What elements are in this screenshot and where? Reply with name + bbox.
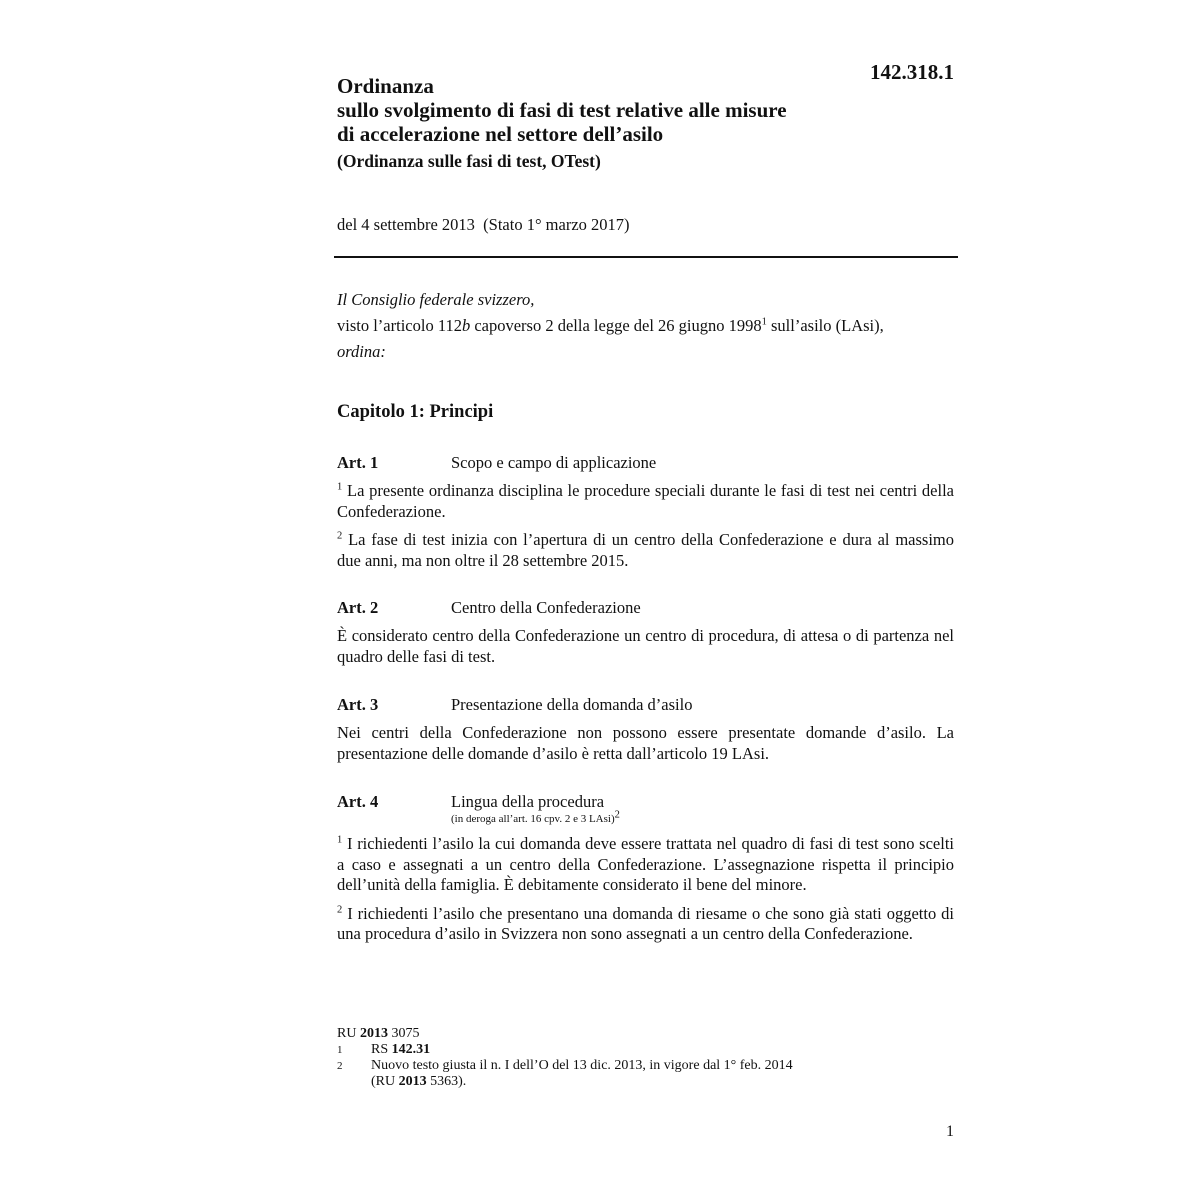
article-number: Art. 3	[337, 695, 379, 714]
paragraph	[337, 626, 954, 667]
legal-basis-text: sull’asilo (LAsi),	[766, 316, 884, 335]
footnote-line: Nuovo testo giusta il n. I dell’O del 13 dic. 2013, in vigore dal 1° feb. 2014	[371, 1058, 793, 1073]
article-title: Presentazione della domanda d’asilo	[451, 695, 693, 714]
footnote-1	[337, 1042, 897, 1058]
derogation-text: (in deroga all’art. 16 cpv. 2 e 3 LAsi)	[451, 813, 615, 825]
title-line-3: di accelerazione nel settore dell’asilo	[337, 122, 664, 146]
article-number: Art. 4	[337, 792, 379, 811]
article-title: Lingua della procedura	[451, 792, 605, 811]
paragraph	[337, 530, 954, 571]
official-compilation-ref	[337, 1026, 897, 1042]
date-status-line: del 4 settembre 2013 (Stato 1° marzo 2017)	[337, 215, 630, 234]
footnote-line: 5363).	[426, 1074, 467, 1089]
article-3	[337, 695, 954, 764]
paragraph-text: La fase di test inizia con l’apertura di un centro della Confederazione e dura al massimo due anni, ma non oltre il 28 settembre 2015.	[337, 530, 954, 570]
ru-year: 2013	[359, 1026, 388, 1041]
article-header	[337, 695, 954, 715]
title-line-1: Ordinanza	[337, 74, 434, 98]
footnote-number: 1	[337, 1044, 343, 1056]
article-4	[337, 792, 954, 945]
paragraph-text: I richiedenti l’asilo che presentano una domanda di riesame o che sono già stati oggetto di una procedura d’asilo in Svizzera non sono assegnati a un centro della Confederazione.	[337, 903, 954, 943]
article-number: Art. 2	[337, 598, 379, 617]
paragraph-number: 1	[337, 834, 343, 846]
paragraph	[337, 904, 954, 945]
footnote-2	[337, 1058, 897, 1090]
preamble-authority: Il Consiglio federale svizzero,	[337, 290, 535, 309]
article-1	[337, 453, 954, 571]
footnote-ref-1[interactable]: 1	[761, 316, 767, 328]
paragraph-text: Nei centri della Confederazione non possono essere presentate domande d’asilo. La presentazione delle domande d’asilo è retta dall’articolo 19 LAsi.	[337, 723, 954, 763]
preamble-legal-basis	[337, 313, 957, 339]
article-2	[337, 598, 954, 667]
paragraph-number: 2	[337, 530, 343, 542]
header-divider	[334, 256, 958, 258]
article-header	[337, 792, 954, 812]
short-title: (Ordinanza sulle fasi di test, OTest)	[337, 151, 601, 171]
legal-basis-letter: b	[461, 316, 471, 335]
title-line-2: sullo svolgimento di fasi di test relative alle misure	[337, 98, 787, 122]
page-number: 1	[946, 1123, 954, 1140]
footnote-text	[371, 1042, 897, 1058]
article-title: Scopo e campo di applicazione	[451, 453, 657, 472]
footnote-line: (RU	[371, 1074, 399, 1089]
footnote-reference: 142.31	[391, 1042, 431, 1057]
paragraph	[337, 481, 954, 522]
paragraph-text: È considerato centro della Confederazione un centro di procedura, di attesa o di partenza nel quadro delle fasi di test.	[337, 626, 954, 666]
paragraph	[337, 834, 954, 896]
paragraph-text: La presente ordinanza disciplina le procedure speciali durante le fasi di test nei centri della Confederazione.	[337, 481, 954, 521]
article-header	[337, 598, 954, 618]
footnote-ref-2[interactable]: 2	[614, 809, 620, 821]
paragraph-number: 2	[337, 904, 343, 915]
legal-basis-text: visto l’articolo 112	[337, 316, 462, 335]
paragraph-text: I richiedenti l’asilo la cui domanda deve essere trattata nel quadro di fasi di test sono scelti a caso e assegnati a un centro della Confederazione. L’assegnazione rispetta il principio dell’unità della famiglia. È debitamente considerato il bene del minore.	[337, 834, 954, 894]
ru-page: 3075	[387, 1026, 420, 1041]
article-title: Centro della Confederazione	[451, 598, 641, 617]
footnote-year: 2013	[398, 1074, 427, 1089]
preamble	[337, 287, 957, 365]
article-header	[337, 453, 954, 473]
footnotes	[337, 1026, 897, 1090]
footnote-text	[371, 1058, 897, 1090]
footnote-prefix: RS	[371, 1042, 392, 1057]
article-number: Art. 1	[337, 453, 379, 472]
article-derogation-note	[451, 809, 954, 826]
paragraph-number: 1	[337, 481, 343, 493]
legal-basis-text: capoverso 2 della legge del 26 giugno 1998	[470, 316, 762, 335]
preamble-ordina: ordina:	[337, 342, 386, 361]
paragraph	[337, 723, 954, 764]
ru-prefix: RU	[337, 1026, 360, 1041]
chapter-heading: Capitolo 1: Principi	[337, 402, 494, 422]
footnote-number: 2	[337, 1060, 343, 1072]
document-number: 142.318.1	[870, 60, 954, 84]
title-block	[337, 74, 897, 172]
